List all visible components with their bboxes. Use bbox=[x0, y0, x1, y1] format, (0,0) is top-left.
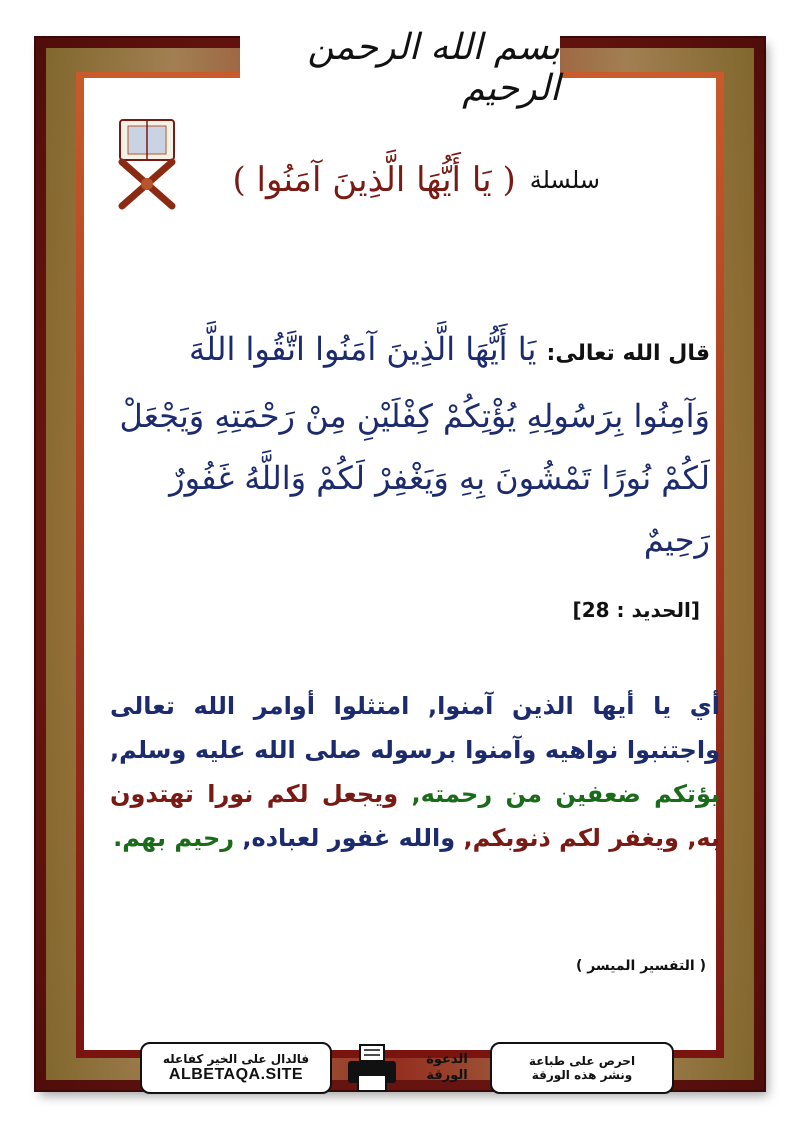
verse-text: يَا أَيُّهَا الَّذِينَ آمَنُوا اتَّقُوا اللَّهَ وَآمِنُوا بِرَسُولِهِ يُؤْتِكُمْ كِفْلَيْنِ مِنْ رَحْمَتِهِ وَيَجْعَلْ لَكُمْ نُورًا تَمْشُونَ بِهِ وَيَغْفِرْ لَكُمْ وَاللَّهُ غَفُورٌ رَحِيمٌ bbox=[119, 330, 710, 559]
verse-reference: [الحديد : 28] bbox=[572, 598, 700, 622]
quran-verse bbox=[110, 318, 710, 571]
footer bbox=[140, 1040, 674, 1096]
footer-print-line-1: احرص على طباعة bbox=[528, 1054, 636, 1068]
series-header bbox=[120, 150, 600, 210]
footer-print-line-2: ونشر هذه الورقة bbox=[531, 1068, 633, 1082]
tafsir-source: ( التفسير الميسر ) bbox=[575, 958, 706, 974]
footer-motto: فالدال على الخير كفاعله bbox=[162, 1052, 310, 1066]
tafsir-part-5: رحيم بهم. bbox=[113, 824, 235, 852]
footer-site-link[interactable]: ALBETAQA.SITE bbox=[168, 1066, 304, 1083]
verse-intro: قال الله تعالى: bbox=[546, 341, 710, 366]
dawa-logo: الدعوة الورقة bbox=[426, 1052, 468, 1083]
tafsir-part-4: والله غفور لعباده, bbox=[242, 824, 456, 852]
footer-print-box bbox=[490, 1042, 674, 1094]
printer-button[interactable] bbox=[340, 1040, 404, 1096]
series-label: سلسلة bbox=[529, 166, 600, 194]
printer-icon bbox=[346, 1043, 398, 1093]
tafsir-part-1: أي يا أيها الذين آمنوا, امتثلوا أوامر الله تعالى واجتنبوا نواهيه وآمنوا برسوله صلى الله عليه وسلم, bbox=[110, 692, 720, 764]
tafsir-text bbox=[110, 684, 720, 860]
tafsir-part-2: يؤتكم ضعفين من رحمته, bbox=[411, 780, 720, 808]
basmala-calligraphy: بسم الله الرحمن الرحيم bbox=[240, 18, 560, 118]
footer-site-box[interactable] bbox=[140, 1042, 332, 1094]
tafsir-part-3: ويجعل لكم نورا تهتدون به, ويغفر لكم ذنوبكم, bbox=[110, 780, 720, 852]
series-title: ( يَا أَيُّهَا الَّذِينَ آمَنُوا ) bbox=[232, 160, 516, 200]
